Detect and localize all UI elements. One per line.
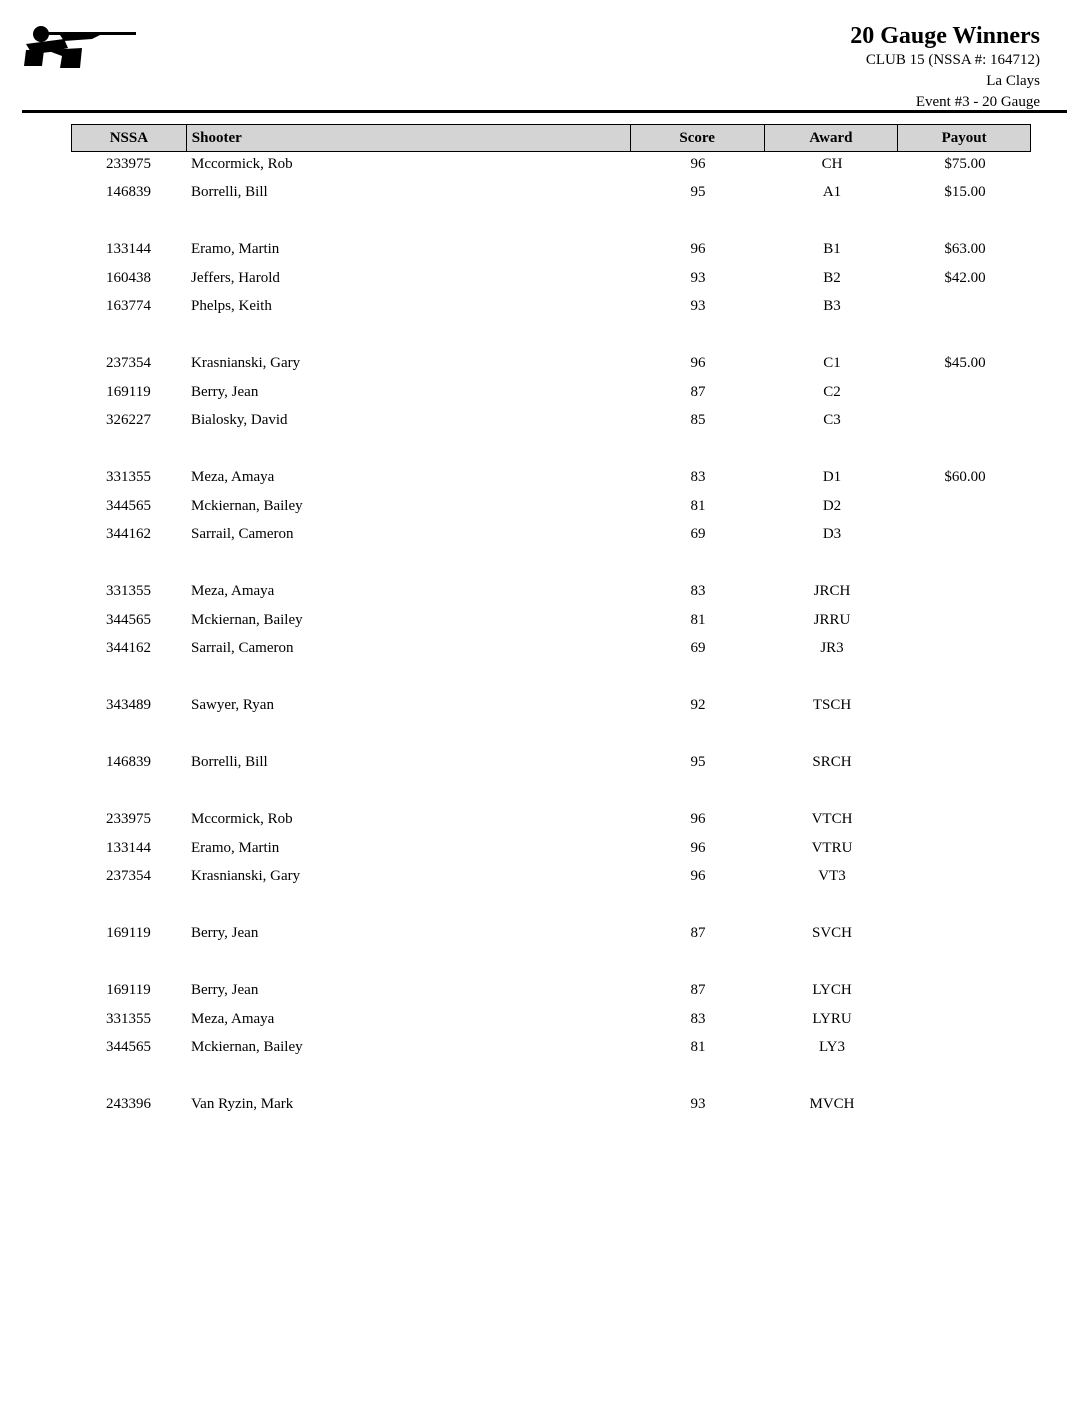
table-row xyxy=(71,264,1031,293)
cell-score: 87 xyxy=(690,982,706,999)
cell-award: JRRU xyxy=(813,611,851,628)
cell-shooter: Mckiernan, Bailey xyxy=(191,611,303,628)
table-row xyxy=(71,1034,1031,1063)
cell-award: C1 xyxy=(823,355,841,372)
cell-shooter: Berry, Jean xyxy=(191,383,259,400)
cell-nssa: 343489 xyxy=(106,697,151,714)
table-row xyxy=(71,150,1031,179)
cell-score: 87 xyxy=(690,383,706,400)
cell-award: B3 xyxy=(823,298,841,315)
header-divider xyxy=(22,110,1067,113)
cell-nssa: 146839 xyxy=(106,184,151,201)
column-header-award: Award xyxy=(765,125,899,151)
cell-score: 81 xyxy=(690,1039,706,1056)
cell-score: 96 xyxy=(690,811,706,828)
cell-shooter: Mckiernan, Bailey xyxy=(191,1039,303,1056)
table-row xyxy=(71,977,1031,1006)
cell-nssa: 326227 xyxy=(106,412,151,429)
table-row xyxy=(71,606,1031,635)
results-table-body xyxy=(71,150,1031,1119)
cell-payout: $42.00 xyxy=(944,269,986,286)
table-row xyxy=(71,635,1031,664)
cell-score: 83 xyxy=(690,1010,706,1027)
cell-score: 81 xyxy=(690,497,706,514)
cell-award: A1 xyxy=(822,184,842,201)
cell-award: C3 xyxy=(823,412,841,429)
cell-shooter: Krasnianski, Gary xyxy=(191,355,301,372)
cell-score: 95 xyxy=(690,754,706,771)
cell-nssa: 133144 xyxy=(106,839,151,856)
cell-nssa: 146839 xyxy=(106,754,151,771)
cell-award: JR3 xyxy=(820,640,844,657)
cell-score: 87 xyxy=(690,925,706,942)
cell-nssa: 331355 xyxy=(106,583,151,600)
cell-payout: $45.00 xyxy=(944,355,986,372)
cell-nssa: 169119 xyxy=(106,925,151,942)
cell-score: 96 xyxy=(690,241,706,258)
column-header-payout: Payout xyxy=(941,129,987,146)
report-title: 20 Gauge Winners xyxy=(850,23,1040,49)
cell-payout: $15.00 xyxy=(944,184,986,201)
cell-nssa: 233975 xyxy=(106,155,151,172)
cell-nssa: 169119 xyxy=(106,383,151,400)
cell-score: 93 xyxy=(690,298,706,315)
cell-payout: $60.00 xyxy=(944,469,986,486)
table-row xyxy=(71,834,1031,863)
cell-shooter: Van Ryzin, Mark xyxy=(191,1096,294,1113)
cell-award: CH xyxy=(821,155,843,172)
cell-shooter: Meza, Amaya xyxy=(191,1010,275,1027)
cell-nssa: 344565 xyxy=(106,611,151,628)
cell-award: C2 xyxy=(823,383,841,400)
cell-award: LY3 xyxy=(819,1039,845,1056)
cell-score: 85 xyxy=(690,412,706,429)
column-header-shooter: Shooter xyxy=(187,125,631,151)
cell-nssa: 169119 xyxy=(106,982,151,999)
cell-score: 96 xyxy=(690,155,706,172)
cell-score: 83 xyxy=(690,583,706,600)
cell-award: B2 xyxy=(823,269,841,286)
report-header xyxy=(850,22,1040,113)
cell-nssa: 160438 xyxy=(106,269,151,286)
cell-score: 92 xyxy=(690,697,706,714)
cell-shooter: Krasnianski, Gary xyxy=(191,868,301,885)
table-row xyxy=(71,179,1031,208)
cell-nssa: 133144 xyxy=(106,241,151,258)
location: La Clays xyxy=(986,73,1040,89)
cell-award: MVCH xyxy=(809,1096,855,1113)
cell-nssa: 237354 xyxy=(106,868,151,885)
cell-shooter: Mccormick, Rob xyxy=(191,811,293,828)
table-row xyxy=(71,920,1031,949)
table-row xyxy=(71,692,1031,721)
club-info: CLUB 15 (NSSA #: 164712) xyxy=(865,52,1040,68)
table-row xyxy=(71,806,1031,835)
table-row xyxy=(71,863,1031,892)
table-row xyxy=(71,293,1031,322)
cell-score: 69 xyxy=(690,526,706,543)
cell-payout: $63.00 xyxy=(944,241,986,258)
cell-nssa: 233975 xyxy=(106,811,151,828)
shooter-with-shotgun-icon xyxy=(20,20,140,72)
cell-shooter: Meza, Amaya xyxy=(191,583,275,600)
cell-score: 96 xyxy=(690,868,706,885)
table-row xyxy=(71,464,1031,493)
table-header xyxy=(71,124,1031,152)
table-row xyxy=(71,236,1031,265)
cell-award: SVCH xyxy=(811,925,852,942)
cell-nssa: 344162 xyxy=(106,526,151,543)
cell-shooter: Sarrail, Cameron xyxy=(191,640,294,657)
table-row xyxy=(71,350,1031,379)
cell-award: B1 xyxy=(823,241,841,258)
cell-award: VT3 xyxy=(818,868,846,885)
event-name: Event #3 - 20 Gauge xyxy=(915,94,1040,110)
table-row xyxy=(71,749,1031,778)
cell-award: LYRU xyxy=(812,1010,852,1027)
cell-nssa: 163774 xyxy=(106,298,151,315)
cell-nssa: 344565 xyxy=(106,497,151,514)
cell-award: D2 xyxy=(822,497,842,514)
cell-award: VTRU xyxy=(811,839,853,856)
cell-award: JRCH xyxy=(813,583,851,600)
cell-shooter: Mccormick, Rob xyxy=(191,155,293,172)
cell-score: 69 xyxy=(690,640,706,657)
cell-shooter: Bialosky, David xyxy=(191,412,288,429)
table-row xyxy=(71,407,1031,436)
cell-award: D1 xyxy=(822,469,842,486)
cell-nssa: 331355 xyxy=(106,1010,151,1027)
table-row xyxy=(71,378,1031,407)
table-row xyxy=(71,578,1031,607)
cell-nssa: 344162 xyxy=(106,640,151,657)
cell-shooter: Sawyer, Ryan xyxy=(191,697,274,714)
cell-award: TSCH xyxy=(812,697,852,714)
cell-score: 81 xyxy=(690,611,706,628)
cell-nssa: 243396 xyxy=(106,1096,151,1113)
cell-score: 93 xyxy=(690,269,706,286)
cell-shooter: Borrelli, Bill xyxy=(191,754,268,771)
cell-shooter: Sarrail, Cameron xyxy=(191,526,294,543)
cell-award: LYCH xyxy=(812,982,852,999)
table-row xyxy=(71,521,1031,550)
table-row xyxy=(71,492,1031,521)
cell-nssa: 237354 xyxy=(106,355,151,372)
table-row xyxy=(71,1005,1031,1034)
cell-score: 96 xyxy=(690,355,706,372)
cell-award: VTCH xyxy=(811,811,853,828)
cell-score: 83 xyxy=(690,469,706,486)
cell-nssa: 344565 xyxy=(106,1039,151,1056)
cell-shooter: Jeffers, Harold xyxy=(191,269,280,286)
cell-payout: $75.00 xyxy=(944,155,986,172)
cell-award: SRCH xyxy=(812,754,852,771)
cell-award: D3 xyxy=(822,526,842,543)
column-header-nssa: NSSA xyxy=(72,125,187,151)
column-header-score: Score xyxy=(631,125,765,151)
cell-shooter: Mckiernan, Bailey xyxy=(191,497,303,514)
cell-shooter: Eramo, Martin xyxy=(191,241,280,258)
cell-score: 96 xyxy=(690,839,706,856)
cell-shooter: Berry, Jean xyxy=(191,982,259,999)
cell-score: 95 xyxy=(690,184,706,201)
cell-shooter: Eramo, Martin xyxy=(191,839,280,856)
cell-shooter: Phelps, Keith xyxy=(191,298,272,315)
cell-score: 93 xyxy=(690,1096,706,1113)
cell-shooter: Berry, Jean xyxy=(191,925,259,942)
cell-nssa: 331355 xyxy=(106,469,151,486)
cell-shooter: Borrelli, Bill xyxy=(191,184,268,201)
cell-shooter: Meza, Amaya xyxy=(191,469,275,486)
table-row xyxy=(71,1091,1031,1120)
